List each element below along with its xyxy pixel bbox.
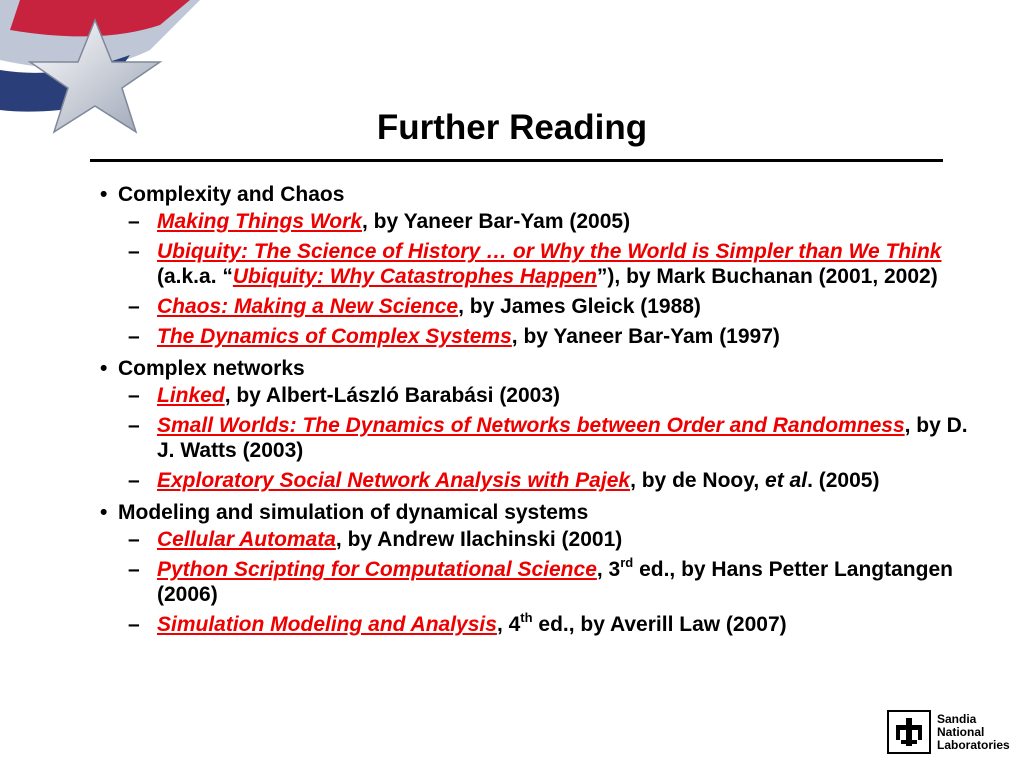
book-details: . (2005) (807, 469, 880, 492)
section-heading: Complex networks (118, 357, 305, 380)
list-item (100, 557, 980, 607)
list-item (100, 239, 980, 289)
section-modeling (100, 498, 980, 637)
dash-icon: – (128, 528, 140, 551)
book-link[interactable]: Python Scripting for Computational Science (157, 558, 597, 581)
book-details: , by James Gleick (1988) (458, 295, 701, 318)
list-item (100, 413, 980, 463)
book-details: ”), by Mark Buchanan (2001, 2002) (596, 265, 938, 288)
book-link[interactable]: Chaos: Making a New Science (157, 295, 459, 318)
dash-icon: – (128, 210, 140, 233)
dash-icon: – (128, 613, 140, 636)
book-details: , by Yaneer Bar-Yam (1997) (511, 325, 780, 348)
book-details: , 4 (496, 613, 521, 636)
edition-superscript: th (520, 610, 533, 625)
book-details: ed., by Hans Petter Langtangen (2006) (157, 558, 953, 606)
section-networks (100, 354, 980, 493)
dash-icon: – (128, 558, 140, 581)
reading-list (100, 180, 980, 642)
list-item (100, 468, 980, 493)
dash-icon: – (128, 469, 140, 492)
thunderbird-icon (887, 710, 931, 754)
list-item (100, 294, 980, 319)
dash-icon: – (128, 384, 140, 407)
section-complexity (100, 180, 980, 349)
book-details: (a.k.a. “ (157, 265, 233, 288)
logo-line: Sandia (937, 711, 977, 726)
book-link[interactable]: Cellular Automata (157, 528, 336, 551)
section-heading: Modeling and simulation of dynamical systems (118, 501, 589, 524)
book-details: , by de Nooy, (630, 469, 766, 492)
page-title: Further Reading (376, 108, 648, 147)
title-divider (90, 159, 943, 162)
bullet-icon: • (100, 183, 108, 206)
book-link[interactable]: Making Things Work (157, 210, 362, 233)
logo-line: Laboratories (937, 737, 1010, 752)
book-link[interactable]: Simulation Modeling and Analysis (157, 613, 497, 636)
book-details: , by Yaneer Bar-Yam (2005) (361, 210, 631, 233)
bullet-icon: • (100, 357, 108, 380)
edition-superscript: rd (620, 555, 634, 570)
book-details: , by Andrew Ilachinski (2001) (335, 528, 623, 551)
book-link[interactable]: The Dynamics of Complex Systems (157, 325, 512, 348)
list-item (100, 612, 980, 637)
book-link[interactable]: Exploratory Social Network Analysis with Pajek (157, 469, 631, 492)
dash-icon: – (128, 325, 140, 348)
logo-text (937, 713, 1010, 752)
book-link[interactable]: Small Worlds: The Dynamics of Networks between Order and Randomness (157, 414, 905, 437)
list-item (100, 209, 980, 234)
list-item (100, 527, 980, 552)
list-item (100, 324, 980, 349)
section-heading: Complexity and Chaos (118, 183, 345, 206)
dash-icon: – (128, 414, 140, 437)
book-details: , by D. J. Watts (2003) (157, 414, 968, 462)
dash-icon: – (128, 240, 140, 263)
book-details: ed., by Averill Law (2007) (532, 613, 787, 636)
bullet-icon: • (100, 501, 108, 524)
book-link-alt[interactable]: Ubiquity: Why Catastrophes Happen (232, 265, 597, 288)
book-link[interactable]: Linked (157, 384, 225, 407)
sandia-logo (887, 707, 1017, 757)
book-details: , 3 (596, 558, 621, 581)
logo-line: National (937, 724, 985, 739)
book-details-emphasis: et al (765, 469, 808, 492)
book-link[interactable]: Ubiquity: The Science of History … or Why the World is Simpler than We Think (157, 240, 942, 263)
book-details: , by Albert-László Barabási (2003) (224, 384, 561, 407)
dash-icon: – (128, 295, 140, 318)
list-item (100, 383, 980, 408)
